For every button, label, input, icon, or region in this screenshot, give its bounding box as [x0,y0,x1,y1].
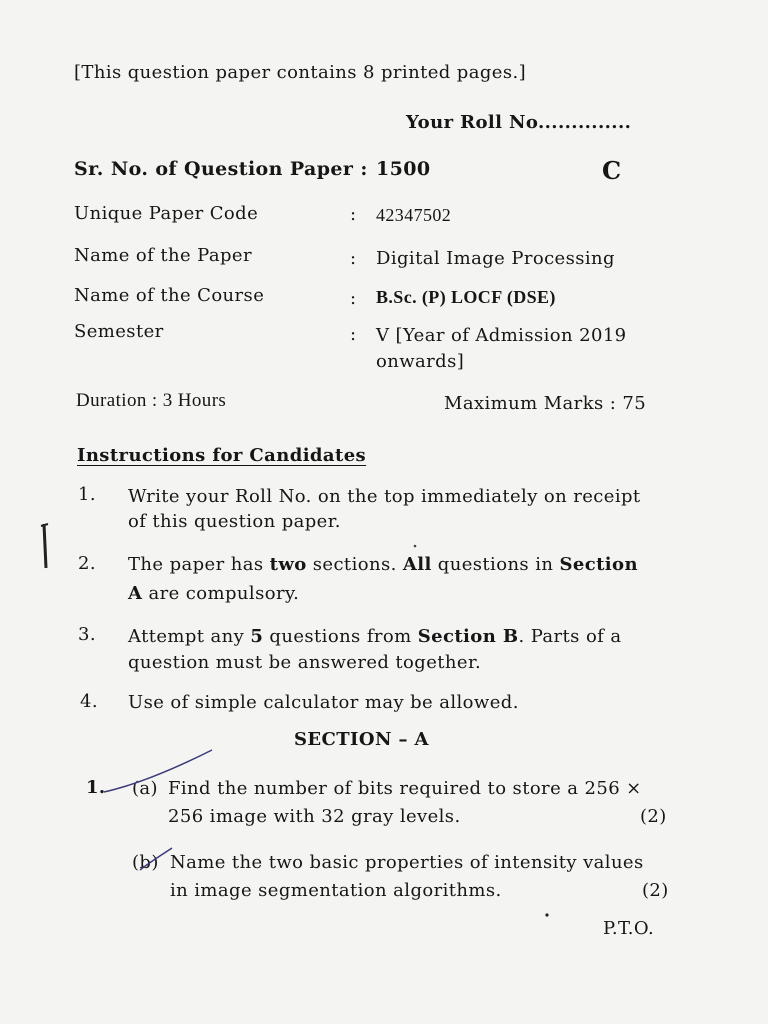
semester-value: V [Year of Admission 2019 [376,325,627,346]
roll-number-field: Your Roll No.............. [406,112,632,133]
serial-number-value: 1500 [376,158,431,180]
margin-pen-mark [44,524,46,568]
ink-speck-2 [414,545,417,548]
question-1a-marks: (2) [640,806,667,827]
pages-note: [This question paper contains 8 printed pages.] [74,62,527,83]
instruction-1-line1: Write your Roll No. on the top immediately on receipt [128,486,641,507]
section-a-title: SECTION – A [294,729,429,750]
question-1b-marks: (2) [642,880,669,901]
instruction-2-number: 2. [78,553,96,574]
course-name-label: Name of the Course [74,285,265,306]
question-1b-line1: Name the two basic properties of intensity values [170,852,644,873]
semester-value-line2: onwards] [376,351,465,372]
instructions-heading: Instructions for Candidates [77,445,367,466]
paper-name-value: Digital Image Processing [376,248,615,269]
semester-label: Semester [74,321,164,342]
maximum-marks: Maximum Marks : 75 [444,393,647,414]
serial-number-label: Sr. No. of Question Paper : [74,158,368,180]
instruction-1-line2: of this question paper. [128,511,341,532]
instruction-3-line2: question must be answered together. [128,652,482,673]
please-turn-over: P.T.O. [603,918,655,939]
tick-stroke-b [140,848,172,870]
ink-speck [545,913,548,916]
paper-name-label: Name of the Paper [74,245,252,266]
course-name-colon: : [350,288,357,309]
paper-code-colon: : [350,204,357,225]
question-1a-label: (a) [132,778,158,799]
question-1b-line2: in image segmentation algorithms. [170,880,502,901]
semester-colon: : [350,324,357,345]
question-1a-line1: Find the number of bits required to store a 256 × [168,778,642,799]
set-code: C [602,156,622,185]
paper-code-label: Unique Paper Code [74,203,259,224]
margin-pen-mark-2 [41,524,48,526]
course-name-value: B.Sc. (P) LOCF (DSE) [376,287,556,307]
instruction-2-line1: The paper has two sections. All questions in Section [128,554,638,575]
paper-name-colon: : [350,248,357,269]
instruction-1-number: 1. [78,484,96,505]
duration: Duration : 3 Hours [76,390,227,411]
instruction-3-line1: Attempt any 5 questions from Section B. Parts of a [128,626,622,647]
instruction-3-number: 3. [78,624,96,645]
question-1-number: 1. [86,777,106,798]
instruction-2-line2: A are compulsory. [128,583,300,604]
question-1a-line2: 256 image with 32 gray levels. [168,806,461,827]
tick-stroke [104,750,212,792]
instruction-4-number: 4. [80,691,98,712]
paper-code-value: 42347502 [376,205,452,225]
instruction-4-line1: Use of simple calculator may be allowed. [128,692,519,713]
question-1b-label: (b) [132,852,159,873]
